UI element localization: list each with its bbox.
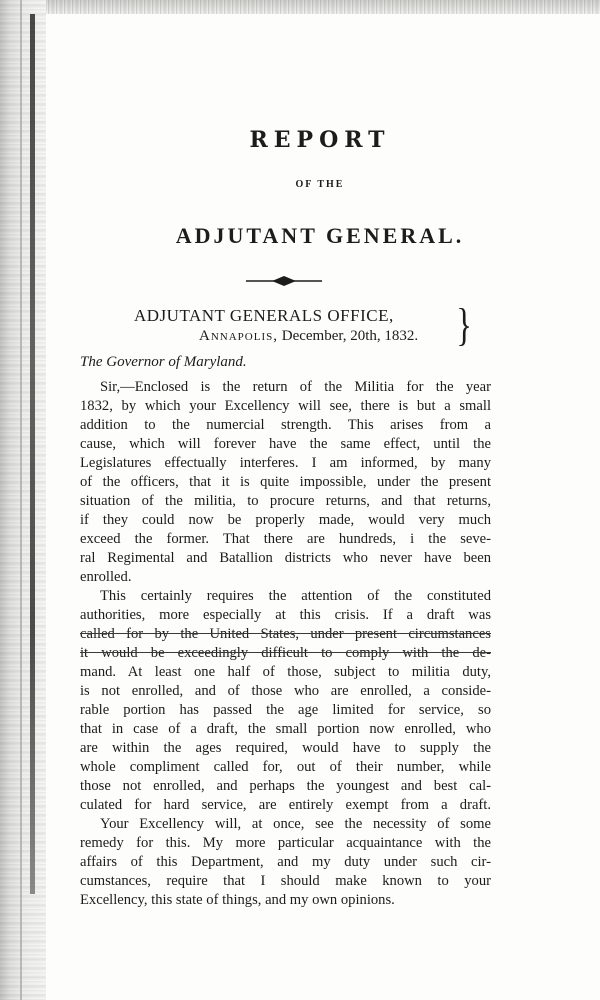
body-line: whole compliment called for, out of their number, while (80, 759, 491, 775)
brace-mark: } (456, 299, 472, 350)
body-line: affairs of this Department, and my duty under such cir- (80, 854, 491, 870)
place-date (199, 328, 418, 345)
body-line: Legislatures effectually interferes. I am informed, by many (80, 455, 491, 471)
office-heading: ADJUTANT GENERALS OFFICE, (134, 306, 394, 325)
body-line: of the officers, that it is quite impossible, under the present (80, 474, 491, 490)
body-line: remedy for this. My more particular acquaintance with the (80, 835, 491, 851)
body-line: rable portion has passed the age limited for service, so (80, 702, 491, 718)
date: December, 20th, 1832. (281, 328, 419, 344)
body-line: mand. At least one half of those, subject to militia duty, (80, 664, 491, 680)
ornament-divider (244, 274, 324, 288)
body-line: This certainly requires the attention of the constituted (100, 588, 491, 604)
report-title: REPORT (249, 127, 391, 153)
body-line: culated for hard service, are entirely exempt from a draft. (80, 797, 491, 813)
body-line: those not enrolled, and perhaps the youngest and best cal- (80, 778, 491, 794)
body-line: cause, which will forever have the same effect, until the (80, 436, 491, 452)
body-line: are within the ages required, would have to supply the (80, 740, 491, 756)
salutation: The Governor of Maryland. (80, 354, 247, 370)
body-line: is not enrolled, and of those who are enrolled, a conside- (80, 683, 491, 699)
body-line: exceed the former. That there are hundreds, i the seve- (80, 531, 491, 547)
body-line: situation of the militia, to procure returns, and that returns, (80, 493, 491, 509)
report-of-the: OF THE (295, 179, 345, 190)
page-top-edge (0, 0, 600, 14)
body-line: ral Regimental and Batallion districts who never have been (80, 550, 491, 566)
report-subtitle: ADJUTANT GENERAL. (175, 223, 465, 248)
body-line: enrolled. (80, 569, 132, 585)
body-line: that in case of a draft, the small portion now enrolled, who (80, 721, 491, 737)
body-line: 1832, by which your Excellency will see, there is but a small (80, 398, 491, 414)
body-line: if they could now be properly made, would very much (80, 512, 491, 528)
body-line-struck: it would be exceedingly difficult to comply with the de- (80, 645, 491, 661)
body-line: Your Excellency will, at once, see the necessity of some (100, 816, 491, 832)
body-line: Sir,—Enclosed is the return of the Militia for the year (100, 379, 491, 395)
body-line: Excellency, this state of things, and my own opinions. (80, 892, 395, 908)
body-line: authorities, more especially at this crisis. If a draft was (80, 607, 491, 623)
body-line: cumstances, require that I should make known to your (80, 873, 491, 889)
body-line: addition to the numercial strength. This arises from a (80, 417, 491, 433)
body-line-struck: called for by the United States, under present circumstances (80, 626, 491, 642)
place: Annapolis, (199, 328, 278, 344)
